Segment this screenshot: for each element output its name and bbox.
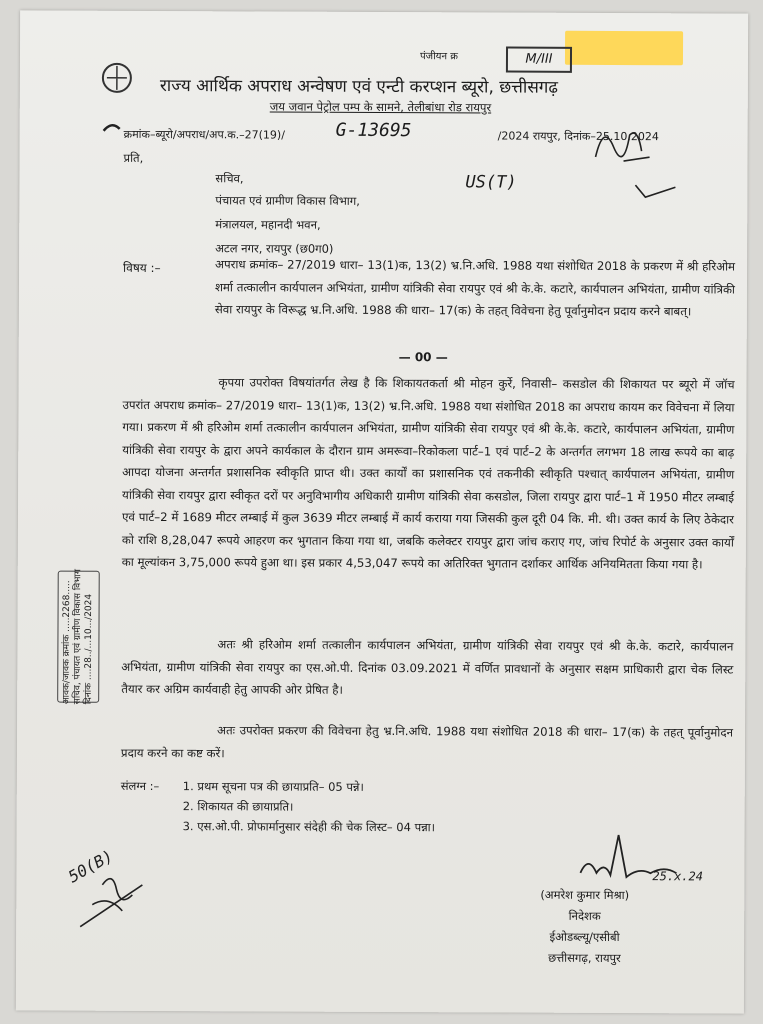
signature-date: 25.x.24 (652, 869, 704, 884)
inward-register-stamp (57, 571, 100, 703)
prati-label: प्रति, (123, 150, 144, 165)
stamp-inward-number: आवक/जावक क्रमांक .....2268..... (61, 580, 73, 705)
initials-scribble (589, 117, 659, 177)
handwritten-us-mark: US(T) (465, 172, 517, 193)
enclosure-label: संलग्न :– (120, 778, 160, 794)
signatory-designation: निदेशक (568, 908, 601, 923)
paragraph-forwarding: अतः श्री हरिओम शर्मा तत्कालीन कार्यपालन अभियंता, ग्रामीण यांत्रिकी सेवा रायपुर एवं श्री के.के. कटारे, कार्यपालन अभियंता, ग्रामीण यांत्रिकी सेवा रायपुर का एस.ओ.पी. दिनांक 03.09.2021 में वर्णित प्रावधानों के अनुसार सक्षम प्राधिकारी द्वारा चेक लिस्ट तैयार कर अग्रिम कार्यवाही हेतु आपकी ओर प्रेषित है। (121, 637, 734, 697)
recipient-line-3: मंत्रालयल, महानदी भवन, (215, 217, 321, 232)
subject-divider: — 00 — (398, 350, 448, 365)
recipient-line-4: अटल नगर, रायपुर (छ0ग0) (215, 241, 334, 256)
tick-scribble (631, 179, 681, 203)
recipient-line-1: सचिव, (215, 171, 244, 186)
paragraph-main: कृपया उपरोक्त विषयांतर्गत लेख है कि शिकायतकर्ता श्री मोहन कुर्रे, निवासी– कसडोल की शिकायत पर ब्यूरो में जॉच उपरांत अपराध क्रमांक– 27/2019 धारा– 13(1)क, 13(2) भ्र.नि.अधि. 1988 यथा संशोधित 2018 का अपराध कायम कर विवेचना में लिया गया। प्रकरण में श्री हरिओम शर्मा तत्कालीन कार्यपालन अभियंता, ग्रामीण यांत्रिकी सेवा रायपुर एवं श्री के.के. कटारे, कार्यपालन अभियंता, ग्रामीण यांत्रिकी सेवा रायपुर के द्वारा अपने कार्यकाल के दौरान ग्राम अमरूवा–रिकोकला पार्ट–1 एवं पार्ट–2 के अन्तर्गत लगभग 18 लाख रूपये का बाढ़ आपदा योजना अन्तर्गत प्रशासनिक स्वीकृति प्राप्त थी। उक्त कार्यों का प्रशासनिक एवं तकनीकी स्वीकृति पश्चात् कार्यपालन अभियंता, ग्रामीण यांत्रिकी सेवा रायपुर द्वारा स्वीकृत दरों पर अनुविभागीय अधिकारी ग्रामीण यांत्रिकी सेवा कसडोल, जिला रायपुर द्वारा पार्ट–1 में 1950 मीटर लम्बाई एवं पार्ट–2 में 1689 मीटर लम्बाई में कुल 3639 मीटर लम्बाई में कार्य कराया गया जिसकी कुल दूरी 04 कि. मी. थी। उक्त कार्य के लिए ठेकेदार को राशि 8,28,047 रूपये आहरण कर भुगतान किया गया था, जबकि कलेक्टर रायपुर द्वारा जांच कराए गए, जांच रिपोर्ट के अनुसार उक्त कार्यों का मूल्यांकन 3,75,000 रूपये हुआ था। इस प्रकार 4,53,047 रूपये का अतिरिक्त भुगतान दर्शाकर आर्थिक अनियमितता किया गया है। (121, 375, 735, 572)
handwritten-dispatch-no: G-13695 (335, 119, 412, 142)
inward-stamp-box: M/III (506, 47, 572, 73)
office-title: राज्य आर्थिक अपराध अन्वेषण एवं एन्टी करप्शन ब्यूरो, छत्तीसगढ़ (159, 76, 559, 98)
registry-stamp: पंजीयन क्र (419, 51, 458, 63)
office-address: जय जवान पेट्रोल पम्प के सामने, तेलीबांधा रोड रायपुर (269, 99, 492, 115)
recipient-line-2: पंचायत एवं ग्रामीण विकास विभाग, (215, 193, 360, 208)
signatory-name: (अमरेश कुमार मिश्रा) (540, 887, 630, 903)
subject-text: अपराध क्रमांक– 27/2019 धारा– 13(1)क, 13(2) भ्र.नि.अधि. 1988 यथा संशोधित 2018 के प्रकरण में श्री हरिओम शर्मा तत्कालीन कार्यपालन अभियंता, ग्रामीण यांत्रिकी सेवा रायपुर एवं श्री के.के. कटारे, कार्यपालन अभियंता, ग्रामीण यांत्रिकी सेवा रायपुर के विरूद्ध भ्र.नि.अधि. 1988 की धारा– 17(क) के तहत् विवेचना हेतु पूर्वानुमोदन प्रदाय करने बाबत्। (214, 257, 736, 319)
signatory-place: छत्तीसगढ़, रायपुर (548, 950, 621, 966)
signature-block (540, 885, 629, 969)
stamp-date: दिनांक ....28../...10.../2024 (83, 593, 95, 705)
enclosure-item-2: 2. शिकायत की छायाप्रति। (182, 799, 294, 814)
paragraph-request: अतः उपरोक्त प्रकरण की विवेचना हेतु भ्र.नि.अधि. 1988 यथा संशोधित 2018 की धारा– 17(क) के तहत् पूर्वानुमोदन प्रदाय करने का कष्ट करें। (120, 723, 734, 760)
yellow-highlight-sticker (565, 31, 683, 66)
enclosure-item-3: 3. एस.ओ.पी. प्रोफार्मानुसार संदेही की चेक लिस्ट– 04 पन्ना। (182, 819, 436, 835)
reference-number: क्रमांक–ब्यूरो/अपराध/अप.क.–27(19)/ (123, 127, 285, 142)
stamp-department: सचिव, पंचायत एवं ग्रामीण विकास विभाग (72, 569, 84, 705)
emblem-icon (94, 55, 140, 101)
signatory-office: ईओडब्ल्यू/एसीबी (549, 929, 620, 945)
subject-label: विषय :– (123, 260, 161, 276)
left-initials-scribble (72, 865, 152, 935)
place-date: /2024 रायपुर, दिनांक–25.10.2024 (497, 129, 659, 144)
enclosure-item-1: 1. प्रथम सूचना पत्र की छायाप्रति– 05 पन्ने। (182, 779, 364, 794)
bullet-mark-icon (102, 121, 122, 135)
handwritten-left-note: 50(B) (64, 846, 117, 887)
letter-page (16, 10, 748, 1013)
